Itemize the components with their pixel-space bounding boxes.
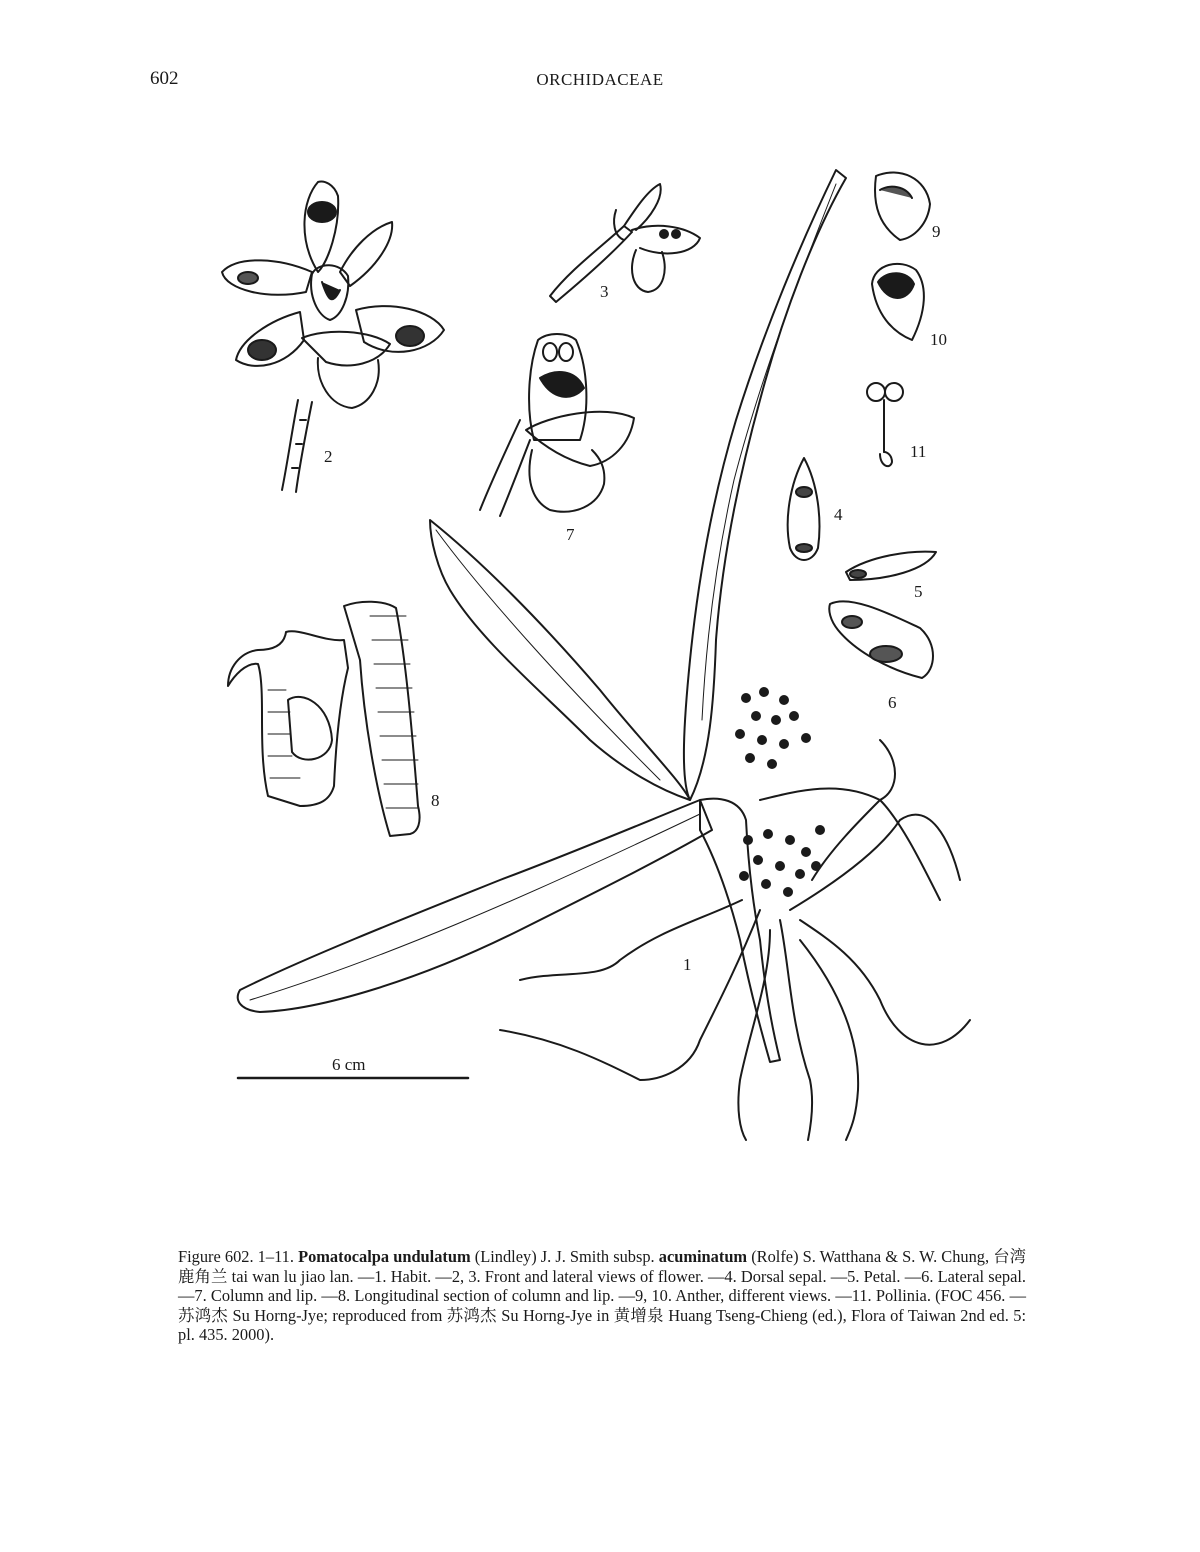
label-1: 1	[683, 955, 692, 974]
caption-species: Pomatocalpa undulatum	[298, 1247, 471, 1266]
label-10: 10	[930, 330, 947, 349]
dorsal-sepal-drawing	[788, 458, 820, 560]
caption-prefix: Figure 602. 1–11.	[178, 1247, 299, 1266]
column-and-lip-drawing	[480, 334, 634, 516]
running-title: ORCHIDACEAE	[536, 70, 664, 89]
figure-caption	[178, 1247, 1026, 1345]
caption-subspecies: acuminatum	[658, 1247, 748, 1266]
label-11: 11	[910, 442, 927, 461]
anther-other-view-drawing	[872, 264, 924, 340]
longitudinal-section-drawing	[228, 602, 420, 836]
label-2: 2	[324, 447, 333, 466]
label-7: 7	[566, 525, 575, 544]
label-6: 6	[888, 693, 897, 712]
plant-habit-drawing	[238, 170, 970, 1140]
label-4: 4	[834, 505, 843, 524]
label-8: 8	[431, 791, 440, 810]
lateral-sepal-drawing	[829, 601, 933, 678]
flower-lateral-view-drawing	[550, 184, 700, 302]
scale-bar-label: 6 cm	[332, 1055, 366, 1074]
page-number: 602	[150, 68, 179, 89]
anther-view-drawing	[875, 172, 930, 240]
caption-details: (Rolfe) S. Watthana & S. W. Chung, 台湾鹿角兰 tai wan lu jiao lan. —1. Habit. —2, 3. Front and lateral views of flower. —4. Dorsal sepal. —5. Petal. —6. Lateral sepal. —7. Column and lip. —8. Longitudinal section of column and lip. —9, 10. Anther, different views. —11. Pollinia. (FOC 456. —苏鸿杰 Su Horng-Jye; reproduced from 苏鸿杰 Su Horng-Jye in 黄增泉 Huang Tseng-Chieng (ed.), Flora of Taiwan 2nd ed. 5: pl. 435. 2000).	[178, 1247, 1026, 1345]
label-9: 9	[932, 222, 941, 241]
caption-authority: (Lindley) J. J. Smith subsp.	[470, 1247, 659, 1266]
flower-front-view-drawing	[222, 182, 444, 492]
petal-drawing	[846, 552, 936, 580]
label-3: 3	[600, 282, 609, 301]
label-5: 5	[914, 582, 923, 601]
pollinia-drawing	[867, 383, 903, 466]
